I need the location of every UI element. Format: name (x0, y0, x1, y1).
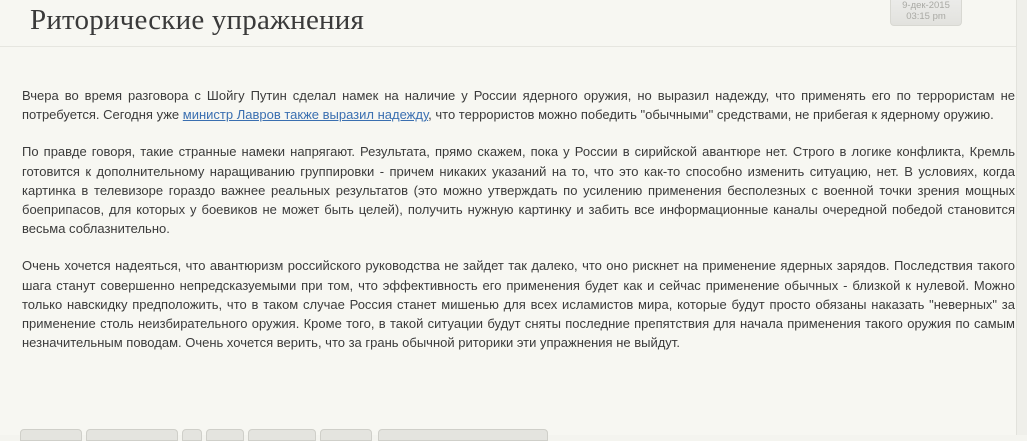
footer-tab[interactable] (182, 429, 202, 441)
footer-tab[interactable] (20, 429, 82, 441)
footer-tab[interactable] (206, 429, 244, 441)
post-title: Риторические упражнения (30, 4, 365, 36)
article-body (22, 86, 1015, 370)
paragraph-1-text-b: , что террористов можно победить "обычными" средствами, не прибегая к ядерному оружию. (428, 107, 994, 123)
paragraph-2: По правде говоря, такие странные намеки напрягают. Результата, прямо скажем, пока у России в сирийской авантюре нет. Строго в логике конфликта, Кремль готовится к дополнительному наращиванию группировки - причем никаких указаний на то, что это как-то способно изменить ситуацию, нет. В условиях, когда картинка в телевизоре гораздо важнее реальных результатов (это можно утверждать по усилению применения бесполезных с военной точки зрения мощных боеприпасов, для которых у боевиков не может быть целей), получить нужную картинку и забить все информационные каналы очередной победой становится весьма соблазнительно. (22, 144, 1015, 237)
footer-tab[interactable] (248, 429, 316, 441)
paragraph-1-text-a: Вчера во время разговора с Шойгу Путин сделал намек на наличие у России ядерного оружия, но выразил надежду, что применять его по террористам не потребуется. Сегодня уже (22, 88, 1015, 123)
post-date: 9-дек-2015 (902, 0, 950, 11)
paragraph-3: Очень хочется надеяться, что авантюризм российского руководства не зайдет так далеко, что оно рискнет на применение ядерных зарядов. Последствия такого шага станут совершенно непредсказуемыми при том, что эффективность его применения будет как и сейчас применение обычных - близкой к нулевой. Можно только навскидку предположить, что в таком случае Россия станет мишенью для всех исламистов мира, которые будут просто обязаны наказать "неверных" за применение столь неизбирательного оружия. Кроме того, в такой ситуации будут сняты последние препятствия для начала применения такого оружия по самым незначительным поводам. Очень хочется верить, что за грань обычной риторики эти упражнения не выйдут. (22, 258, 1015, 351)
scrollbar[interactable] (1016, 0, 1027, 435)
footer-tab[interactable] (320, 429, 372, 441)
lavrov-link[interactable]: министр Лавров также выразил надежду (182, 107, 429, 123)
footer-tab[interactable] (86, 429, 178, 441)
divider (0, 46, 1017, 47)
date-badge (890, 0, 962, 26)
footer-tabs (20, 429, 560, 435)
paragraph-1 (22, 86, 1015, 124)
footer-tab[interactable] (378, 429, 548, 441)
post-time: 03:15 pm (906, 11, 946, 22)
